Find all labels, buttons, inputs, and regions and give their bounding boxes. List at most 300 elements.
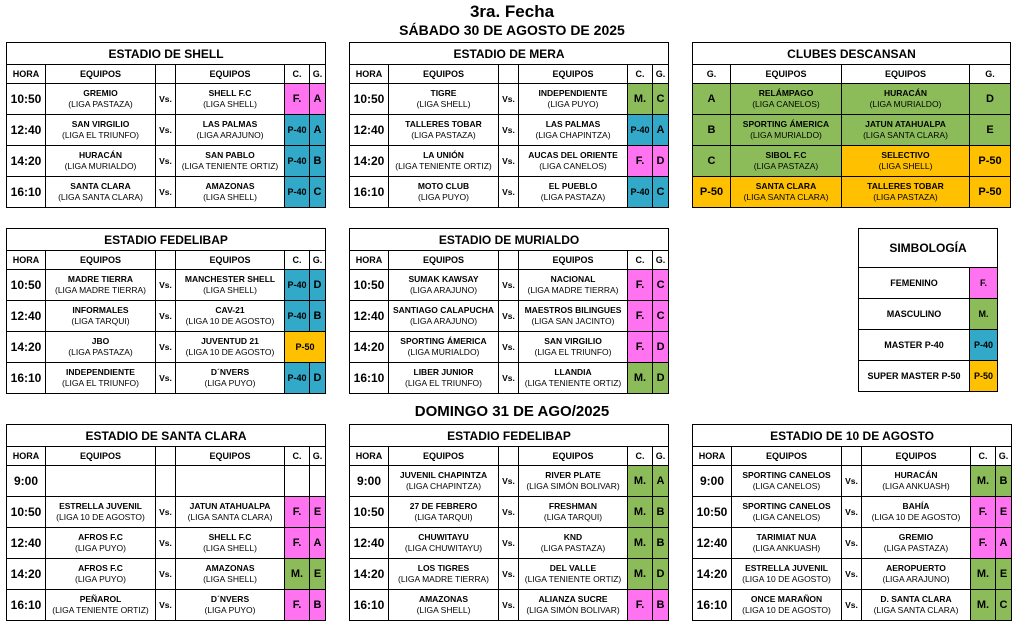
match-row: [350, 270, 669, 301]
match-time: 16:10: [693, 590, 732, 621]
match-row: [7, 363, 326, 394]
match-time: 16:10: [7, 177, 46, 208]
home-team: [46, 528, 156, 559]
home-team: [732, 466, 842, 497]
versus-label: Vs.: [156, 363, 176, 394]
home-team-league: (LIGA PUYO): [74, 543, 126, 553]
category-badge: P-40: [285, 115, 310, 146]
group-badge: E: [996, 559, 1012, 590]
away-team-name: BAHÍA: [902, 501, 930, 511]
away-team: [519, 177, 628, 208]
home-team-name: SPORTING ÁMERICA: [400, 336, 487, 346]
away-team-name: LAS PALMAS: [545, 119, 601, 129]
header-equipos: EQUIPOS: [46, 447, 156, 466]
header-equipos: EQUIPOS: [46, 65, 156, 84]
category-badge: M.: [628, 466, 653, 497]
away-team-league: (LIGA SANTA CLARA): [873, 605, 959, 615]
group-badge: B: [653, 590, 669, 621]
versus-label: Vs.: [842, 590, 862, 621]
home-team-name: SPORTING CANELOS: [742, 470, 831, 480]
home-team-league: (LIGA 10 DE AGOSTO): [742, 574, 831, 584]
resting-team-name: HURACÁN: [884, 88, 927, 98]
match-row: [350, 466, 669, 497]
category-badge: F.: [628, 301, 653, 332]
match-time: 12:40: [350, 301, 389, 332]
away-team: [519, 332, 628, 363]
versus-label: Vs.: [842, 497, 862, 528]
home-team-league: (LIGA CANELOS): [752, 481, 821, 491]
group-badge: A: [310, 84, 326, 115]
home-team-league: (LIGA CHAPINTZA): [405, 481, 482, 491]
away-team-name: HURACÁN: [894, 470, 938, 480]
header-equipos: EQUIPOS: [519, 251, 628, 270]
header-group: G.: [310, 251, 326, 270]
symbology-title: SIMBOLOGÍA: [859, 229, 998, 268]
home-team: [46, 363, 156, 394]
header-group: G.: [693, 65, 731, 84]
away-team: [862, 497, 971, 528]
away-team: [519, 301, 628, 332]
category-badge: F.: [285, 590, 310, 621]
match-row: [350, 559, 669, 590]
category-badge: M.: [971, 559, 996, 590]
category-badge: M.: [971, 590, 996, 621]
match-time: 12:40: [7, 115, 46, 146]
header-blank: [156, 251, 176, 270]
home-team-name: TIGRE: [430, 88, 457, 98]
versus-label: Vs.: [842, 466, 862, 497]
group-badge: D: [653, 332, 669, 363]
resting-team: [731, 84, 842, 115]
match-time: 14:20: [350, 332, 389, 363]
match-row: [350, 528, 669, 559]
home-team: [46, 84, 156, 115]
away-team-league: (LIGA 10 DE AGOSTO): [185, 347, 275, 357]
away-team: [862, 528, 971, 559]
away-team-name: AMAZONAS: [205, 181, 255, 191]
stadium-table: [692, 424, 1012, 621]
match-time: 14:20: [693, 559, 732, 590]
versus-label: Vs.: [156, 270, 176, 301]
versus-label: Vs.: [499, 590, 519, 621]
resting-team-league: (LIGA PASTAZA): [873, 192, 938, 202]
match-row: [7, 301, 326, 332]
match-row: [7, 115, 326, 146]
stadium-title: ESTADIO DE SANTA CLARA: [7, 425, 326, 447]
category-badge: M.: [285, 559, 310, 590]
group-badge: C: [653, 84, 669, 115]
away-team-league: (LIGA SHELL): [203, 543, 257, 553]
home-team: [732, 497, 842, 528]
away-team: [519, 559, 628, 590]
away-team-name: D´NVERS: [210, 367, 250, 377]
home-team-name: 27 DE FEBRERO: [409, 501, 478, 511]
category-badge: F.: [285, 528, 310, 559]
home-team-name: LA UNIÓN: [423, 150, 464, 160]
symbology-label: FEMENINO: [859, 268, 970, 299]
group-badge: A: [653, 466, 669, 497]
match-time: 14:20: [7, 332, 46, 363]
away-team-league: (LIGA CANELOS): [539, 161, 607, 171]
versus-label: Vs.: [156, 559, 176, 590]
category-badge: M.: [628, 84, 653, 115]
home-team: [46, 301, 156, 332]
home-team: [389, 590, 499, 621]
home-team: [389, 332, 499, 363]
header-equipos: EQUIPOS: [731, 65, 842, 84]
match-row: [350, 363, 669, 394]
resting-row: [693, 84, 1011, 115]
away-team: [176, 590, 285, 621]
category-badge: M.: [628, 497, 653, 528]
away-team: [519, 146, 628, 177]
header-equipos: EQUIPOS: [46, 251, 156, 270]
stadium-title: ESTADIO DE MURIALDO: [350, 229, 669, 251]
resting-team-name: SPORTING ÁMERICA: [742, 119, 830, 129]
away-team-league: (LIGA PASTAZA): [540, 543, 606, 553]
header-blank: [499, 65, 519, 84]
away-team: [176, 115, 285, 146]
resting-title: CLUBES DESCANSAN: [693, 43, 1011, 65]
resting-team-league: (LIGA CANELOS): [752, 99, 820, 109]
away-team-league: (LIGA CHAPINTZA): [535, 130, 611, 140]
versus-label: Vs.: [156, 590, 176, 621]
versus-label: Vs.: [499, 84, 519, 115]
group-badge: C: [310, 177, 326, 208]
match-time: 10:50: [7, 84, 46, 115]
category-badge: M.: [628, 363, 653, 394]
match-time: 12:40: [693, 528, 732, 559]
home-team-name: ESTRELLA JUVENIL: [745, 563, 828, 573]
group-badge: E: [310, 559, 326, 590]
home-team-league: (LIGA TARQUI): [71, 316, 130, 326]
versus-label: [156, 466, 176, 497]
match-row: [350, 332, 669, 363]
resting-row: [693, 177, 1011, 208]
header-blank: [499, 251, 519, 270]
away-team-name: D. SANTA CLARA: [880, 594, 952, 604]
header-category: C.: [285, 251, 310, 270]
group-badge: C: [653, 301, 669, 332]
category-badge: P-50: [285, 332, 326, 363]
match-row: [350, 590, 669, 621]
resting-row: [693, 146, 1011, 177]
away-team-league: (LIGA TARQUI): [543, 512, 603, 522]
away-team-league: (LIGA 10 DE AGOSTO): [185, 316, 275, 326]
home-team-name: ONCE MARAÑON: [750, 594, 823, 604]
away-team-name: SAN VIRGILIO: [544, 336, 602, 346]
category-badge: P-40: [285, 270, 310, 301]
match-row: [7, 466, 326, 497]
home-team: [46, 559, 156, 590]
resting-team-league: (LIGA SHELL): [878, 161, 933, 171]
header-hora: HORA: [7, 447, 46, 466]
away-team-name: EL PUEBLO: [548, 181, 598, 191]
resting-team-league: (LIGA SANTA CLARA): [863, 130, 948, 140]
resting-clubs-table: [692, 42, 1011, 208]
resting-group: P-50: [970, 146, 1011, 177]
home-team-name: AMAZONAS: [418, 594, 469, 604]
header-group: G.: [996, 447, 1012, 466]
home-team-name: SANTA CLARA: [70, 181, 131, 191]
resting-team-name: SANTA CLARA: [755, 181, 817, 191]
home-team-league: (LIGA PUYO): [417, 192, 469, 202]
resting-group: B: [693, 115, 731, 146]
category-badge: F.: [285, 497, 310, 528]
match-row: [693, 497, 1012, 528]
group-badge: C: [653, 177, 669, 208]
away-team-name: AMAZONAS: [205, 563, 255, 573]
away-team-league: (LIGA TENIENTE ORTIZ): [524, 574, 622, 584]
away-team: [519, 270, 628, 301]
away-team-league: (LIGA PUYO): [204, 605, 256, 615]
away-team-name: SHELL F.C: [208, 532, 252, 542]
home-team: [389, 528, 499, 559]
header-hora: HORA: [350, 447, 389, 466]
versus-label: Vs.: [156, 301, 176, 332]
versus-label: Vs.: [499, 177, 519, 208]
away-team: [176, 528, 285, 559]
resting-team-name: SELECTIVO: [881, 150, 930, 160]
away-team-name: JATUN ATAHUALPA: [189, 501, 271, 511]
header-group: G.: [310, 447, 326, 466]
stadium-title: ESTADIO DE MERA: [350, 43, 669, 65]
stadium-title: ESTADIO FEDELIBAP: [7, 229, 326, 251]
home-team-league: (LIGA EL TRIUNFO): [62, 378, 139, 388]
match-time: 10:50: [7, 497, 46, 528]
away-team-league: (LIGA SHELL): [203, 99, 257, 109]
match-row: [693, 559, 1012, 590]
match-time: 12:40: [350, 115, 389, 146]
category-badge: F.: [285, 84, 310, 115]
away-team-league: (LIGA PUYO): [204, 378, 256, 388]
symbology-table: [858, 228, 998, 392]
match-time: 14:20: [350, 559, 389, 590]
home-team: [732, 559, 842, 590]
home-team-name: HURACÁN: [79, 150, 122, 160]
category-badge: M.: [628, 559, 653, 590]
resting-team-league: (LIGA MURIALDO): [750, 130, 822, 140]
match-row: [350, 301, 669, 332]
header-category: C.: [628, 251, 653, 270]
home-team-name: TALLERES TOBAR: [405, 119, 482, 129]
away-team-name: NACIONAL: [550, 274, 596, 284]
match-time: 9:00: [7, 466, 46, 497]
header-hora: HORA: [7, 251, 46, 270]
home-team-league: (LIGA 10 DE AGOSTO): [56, 512, 145, 522]
group-badge: A: [310, 115, 326, 146]
match-time: 14:20: [7, 559, 46, 590]
home-team-league: (LIGA SANTA CLARA): [58, 192, 143, 202]
symbology-code: P-50: [970, 361, 998, 392]
away-team-name: MANCHESTER SHELL: [184, 274, 276, 284]
away-team-league: (LIGA MADRE TIERRA): [527, 285, 619, 295]
home-team: [46, 466, 156, 497]
home-team-name: SANTIAGO CALAPUCHA: [392, 305, 495, 315]
resting-team: [842, 177, 970, 208]
away-team-name: FRESHMAN: [548, 501, 598, 511]
match-row: [7, 332, 326, 363]
away-team-league: (LIGA SIMÓN BOLIVAR): [526, 481, 620, 491]
away-team-name: AUCAS DEL ORIENTE: [528, 150, 618, 160]
group-badge: B: [653, 528, 669, 559]
resting-team-league: (LIGA MURIALDO): [869, 99, 942, 109]
header-equipos: EQUIPOS: [176, 251, 285, 270]
home-team: [46, 177, 156, 208]
away-team-name: GREMIO: [898, 532, 934, 542]
home-team-league: (LIGA PASTAZA): [68, 347, 133, 357]
home-team: [46, 332, 156, 363]
category-badge: [285, 466, 310, 497]
group-badge: D: [310, 270, 326, 301]
versus-label: Vs.: [499, 301, 519, 332]
home-team-name: JUVENIL CHAPINTZA: [399, 470, 488, 480]
home-team-league: (LIGA PASTAZA): [411, 130, 476, 140]
away-team-name: INDEPENDIENTE: [538, 88, 608, 98]
group-badge: B: [996, 466, 1012, 497]
group-badge: E: [310, 497, 326, 528]
stadium-table: [6, 42, 326, 208]
home-team-name: AFROS F.C: [78, 532, 123, 542]
away-team-league: (LIGA 10 DE AGOSTO): [871, 512, 961, 522]
resting-team: [731, 177, 842, 208]
match-row: [7, 146, 326, 177]
resting-team: [731, 115, 842, 146]
header-blank: [156, 65, 176, 84]
category-badge: M.: [971, 466, 996, 497]
category-badge: F.: [628, 146, 653, 177]
match-time: 16:10: [350, 177, 389, 208]
away-team-league: (LIGA PUYO): [547, 99, 599, 109]
home-team-league: (LIGA ARAJUNO): [409, 285, 478, 295]
home-team-name: GREMIO: [83, 88, 118, 98]
away-team-name: LLANDIA: [554, 367, 592, 377]
resting-row: [693, 115, 1011, 146]
match-row: [7, 590, 326, 621]
match-row: [7, 528, 326, 559]
away-team: [862, 559, 971, 590]
match-time: 9:00: [350, 466, 389, 497]
match-time: 9:00: [693, 466, 732, 497]
stadium-title: ESTADIO DE 10 DE AGOSTO: [693, 425, 1012, 447]
resting-group: A: [693, 84, 731, 115]
away-team: [176, 363, 285, 394]
stadium-title: ESTADIO FEDELIBAP: [350, 425, 669, 447]
home-team-league: (LIGA ARAJUNO): [409, 316, 478, 326]
symbology-code: P-40: [970, 330, 998, 361]
home-team: [389, 146, 499, 177]
match-time: 10:50: [350, 84, 389, 115]
home-team: [389, 115, 499, 146]
away-team-name: CAV-21: [215, 305, 245, 315]
header-blank: [156, 447, 176, 466]
resting-team: [842, 84, 970, 115]
home-team: [389, 466, 499, 497]
stadium-table: [349, 42, 669, 208]
home-team: [389, 363, 499, 394]
group-badge: B: [310, 146, 326, 177]
home-team-league: (LIGA SHELL): [416, 99, 471, 109]
home-team-name: SUMAK KAWSAY: [408, 274, 479, 284]
symbology-label: SUPER MASTER P-50: [859, 361, 970, 392]
group-badge: B: [310, 301, 326, 332]
away-team-name: AEROPUERTO: [886, 563, 946, 573]
match-time: 10:50: [350, 497, 389, 528]
home-team-league: (LIGA CHUWITAYU): [404, 543, 483, 553]
away-team-name: ALIANZA SUCRE: [538, 594, 608, 604]
header-equipos: EQUIPOS: [176, 447, 285, 466]
away-team: [176, 332, 285, 363]
away-team: [519, 497, 628, 528]
saturday-date-heading: SÁBADO 30 DE AGOSTO DE 2025: [399, 22, 625, 38]
resting-team: [842, 115, 970, 146]
match-time: 12:40: [350, 528, 389, 559]
home-team-league: (LIGA PASTAZA): [68, 99, 133, 109]
stadium-table: [349, 228, 669, 394]
away-team-league: (LIGA SHELL): [203, 192, 257, 202]
header-equipos: EQUIPOS: [389, 447, 499, 466]
header-category: C.: [971, 447, 996, 466]
away-team-league: (LIGA SHELL): [203, 574, 257, 584]
resting-team: [731, 146, 842, 177]
versus-label: Vs.: [499, 332, 519, 363]
header-equipos: EQUIPOS: [862, 447, 971, 466]
versus-label: Vs.: [156, 84, 176, 115]
header-category: C.: [285, 447, 310, 466]
group-badge: A: [996, 528, 1012, 559]
symbology-code: F.: [970, 268, 998, 299]
home-team-league: (LIGA SHELL): [416, 605, 471, 615]
versus-label: Vs.: [842, 528, 862, 559]
resting-team-league: (LIGA PASTAZA): [753, 161, 819, 171]
header-equipos: EQUIPOS: [842, 65, 970, 84]
versus-label: Vs.: [156, 115, 176, 146]
home-team-name: SAN VIRGILIO: [71, 119, 130, 129]
away-team-league: (LIGA PASTAZA): [883, 543, 949, 553]
away-team: [176, 177, 285, 208]
home-team: [389, 177, 499, 208]
away-team-league: (LIGA ARAJUNO): [882, 574, 950, 584]
match-time: 16:10: [350, 590, 389, 621]
home-team: [46, 497, 156, 528]
group-badge: C: [653, 270, 669, 301]
resting-group: P-50: [693, 177, 731, 208]
match-row: [7, 270, 326, 301]
header-group: G.: [653, 447, 669, 466]
away-team-name: D´NVERS: [210, 594, 250, 604]
home-team-name: LOS TIGRES: [417, 563, 470, 573]
header-hora: HORA: [7, 65, 46, 84]
away-team-name: SAN PABLO: [205, 150, 255, 160]
resting-group: C: [693, 146, 731, 177]
versus-label: Vs.: [499, 270, 519, 301]
away-team: [519, 466, 628, 497]
stadium-table: [349, 424, 669, 621]
category-badge: F.: [628, 590, 653, 621]
page-title: 3ra. Fecha: [469, 2, 555, 21]
home-team-name: INDEPENDIENTE: [66, 367, 135, 377]
home-team: [732, 590, 842, 621]
home-team: [389, 559, 499, 590]
versus-label: Vs.: [499, 559, 519, 590]
home-team-league: (LIGA TENIENTE ORTIZ): [395, 161, 492, 171]
away-team: [519, 115, 628, 146]
category-badge: P-40: [285, 177, 310, 208]
home-team: [46, 270, 156, 301]
group-badge: D: [653, 559, 669, 590]
away-team-name: KND: [563, 532, 583, 542]
away-team-league: (LIGA SIMÓN BOLIVAR): [526, 605, 620, 615]
